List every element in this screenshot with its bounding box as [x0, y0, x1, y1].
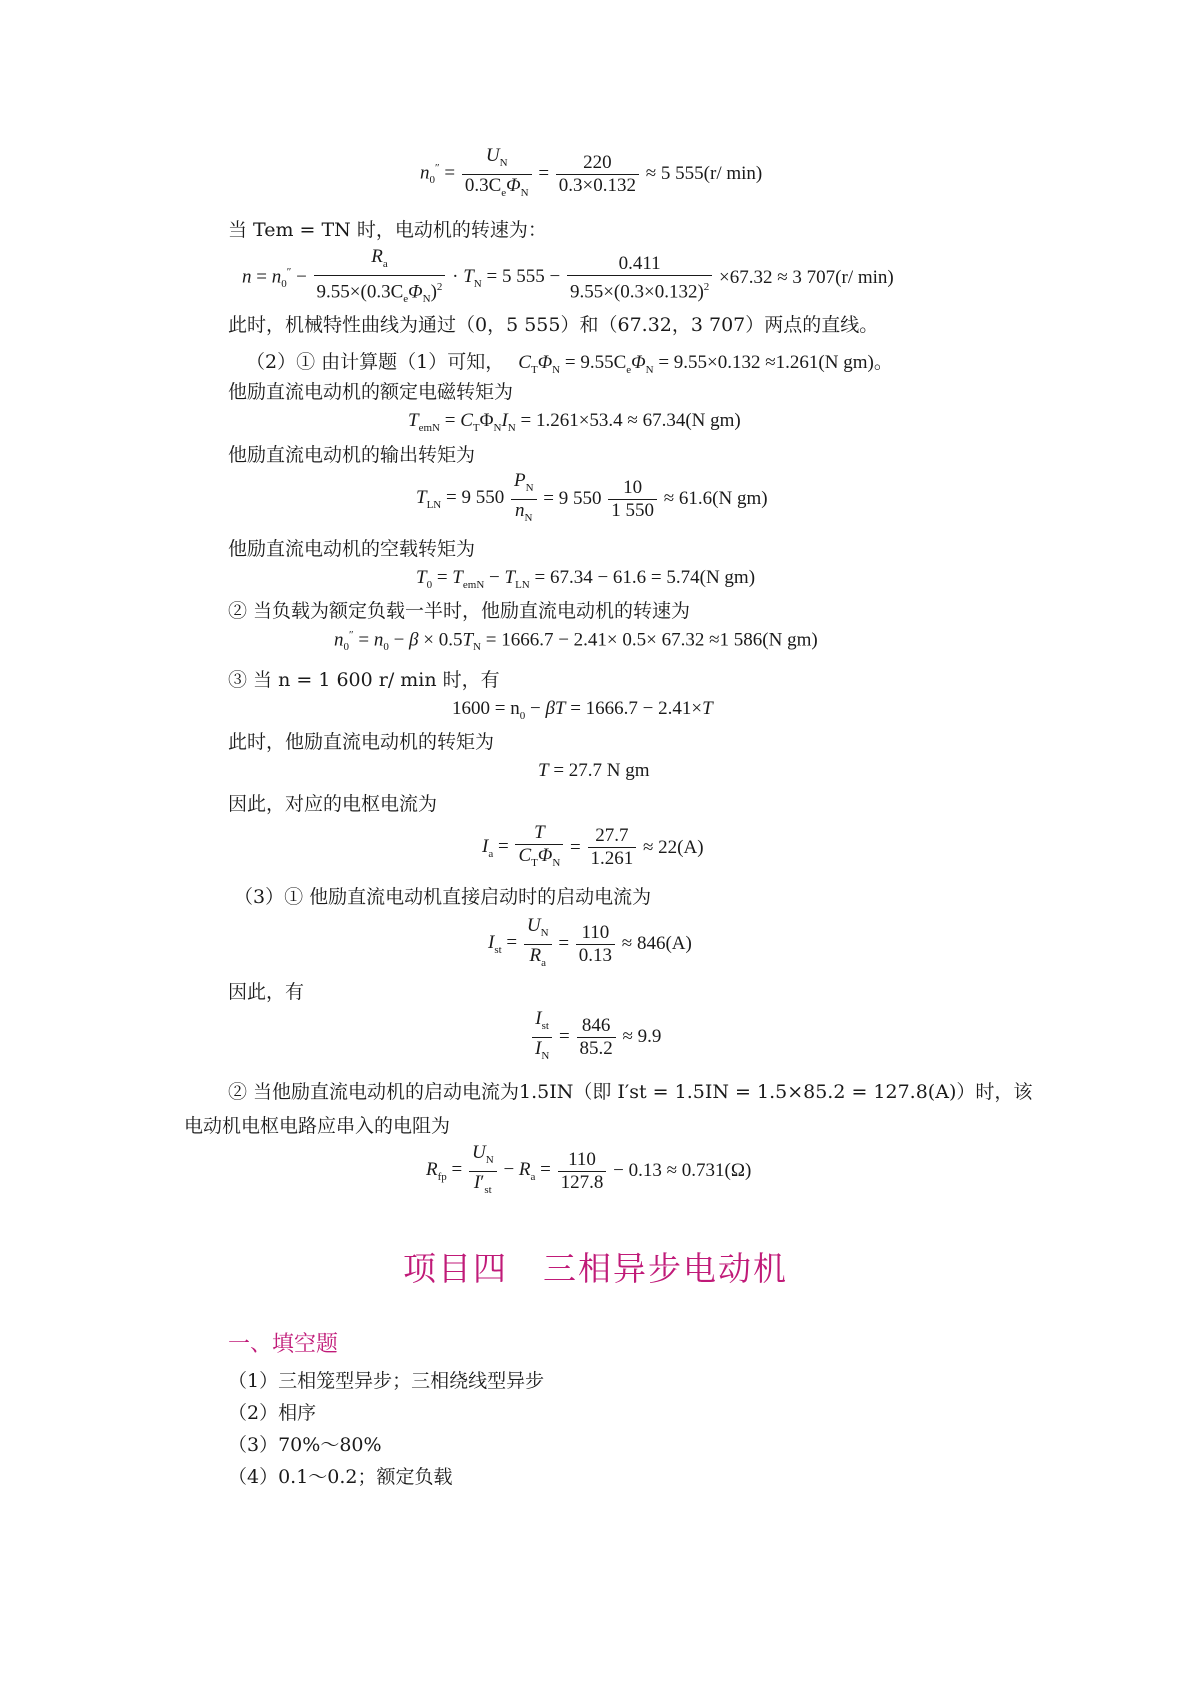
equation-ist-ratio: $\frac{I_{st}}{I_N}$ = $\frac{846}{85.2}$ ≈ 9.9 — [530, 1008, 661, 1067]
text-rated-em-torque: 他励直流电动机的额定电磁转矩为 — [228, 381, 514, 403]
equation-t-value: T = 27.7 N gm — [538, 760, 650, 781]
text-therefore: 因此，有 — [228, 981, 305, 1003]
equation-ia: $I_a$ = $\frac{T}{C_T\Phi_N}$ = $\frac{27.7}{1.261}$ ≈ 22(A) — [482, 822, 704, 874]
chapter-title: 项目四 三相异步电动机 — [403, 1249, 788, 1288]
text-noload-torque: 他励直流电动机的空载转矩为 — [228, 538, 476, 560]
answer-item: （2）相序 — [228, 1402, 317, 1424]
equation-half-load-speed: $n_0'' = n_0 - \beta \times 0.5T_N = 1666.7 - 2.41\times 0.5\times 67.32 \approx 1$ 586(N gm) — [334, 629, 818, 654]
equation-1600: $1600 = n_0 - \beta T = 1666.7 - 2.41\times T$ — [452, 698, 713, 722]
equation-temn: $T_{emN} = C_T\Phi_NI_N = 1.261\times 53.4 \approx 67.34(N$ gm) — [408, 410, 741, 434]
answer-item: （1）三相笼型异步；三相绕线型异步 — [228, 1370, 545, 1392]
equation-speed-n: $n = n_0''$ − $\frac{R_a}{9.55\times(0.3C_e\Phi_N)^2}$ · $T_N = 5$ 555 − $\frac{0.411}{9.55\times(0.3\times 0.132)^2}$ ×67.32 ≈ 3 707(r/ min) — [242, 246, 894, 310]
text-when-tem: 当 Tem = TN 时，电动机的转速为： — [228, 219, 547, 241]
text-half-load: ② 当负载为额定负载一半时，他励直流电动机的转速为 — [228, 600, 691, 622]
answer-item: （4）0.1～0.2；额定负载 — [228, 1466, 453, 1488]
answer-item: （3）70%～80% — [228, 1434, 382, 1456]
equation-n0-double-prime: $n_0''$ = $\frac{U_N}{0.3C_e\Phi_N}$ = $\frac{220}{0.3\times 0.132}$ ≈ 5 555(r/ min) — [420, 145, 762, 204]
text-part3-intro: （3）① 他励直流电动机直接启动时的启动电流为 — [234, 886, 652, 908]
text-curve-note: 此时，机械特性曲线为通过（0，5 555）和（67.32，3 707）两点的直线。 — [228, 314, 879, 336]
section-heading: 一、填空题 — [228, 1332, 339, 1357]
text-part2-intro: （2）① 由计算题（1）可知， $C_T\Phi_N = 9.55C_e\Phi_N = 9.55\times 0.132 \approx 1.261(N$ gm)。 — [246, 351, 893, 376]
text-speed-1600: ③ 当 n = 1 600 r/ min 时，有 — [228, 669, 500, 691]
equation-ist: $I_{st}$ = $\frac{U_N}{R_a}$ = $\frac{110}{0.13}$ ≈ 846(A) — [488, 915, 692, 974]
equation-t0: $T_0 = T_{emN} - T_{LN} = 67.34 - 61.6 = 5.74(N$ gm) — [416, 567, 756, 591]
text-armature-current: 因此，对应的电枢电流为 — [228, 793, 438, 815]
text-series-resistor: 电动机电枢电路应串入的电阻为 — [184, 1115, 451, 1137]
text-output-torque: 他励直流电动机的输出转矩为 — [228, 444, 476, 466]
text-torque-now: 此时，他励直流电动机的转矩为 — [228, 731, 495, 753]
equation-rfp: $R_{fp}$ = $\frac{U_N}{I'_{st}}$ − $R_a$ = $\frac{110}{127.8}$ − 0.13 ≈ 0.731(Ω) — [426, 1142, 751, 1201]
equation-tln: $T_{LN} = 9$ 550 $\frac{P_N}{n_N}$ = 9 550 $\frac{10}{1 550}$ ≈ 61.6(N gm) — [416, 470, 768, 529]
text-start-current-note: ② 当他励直流电动机的启动电流为1.5IN（即 I′st = 1.5IN = 1.5×85.2 = 127.8(A)）时，该 — [228, 1081, 1033, 1103]
